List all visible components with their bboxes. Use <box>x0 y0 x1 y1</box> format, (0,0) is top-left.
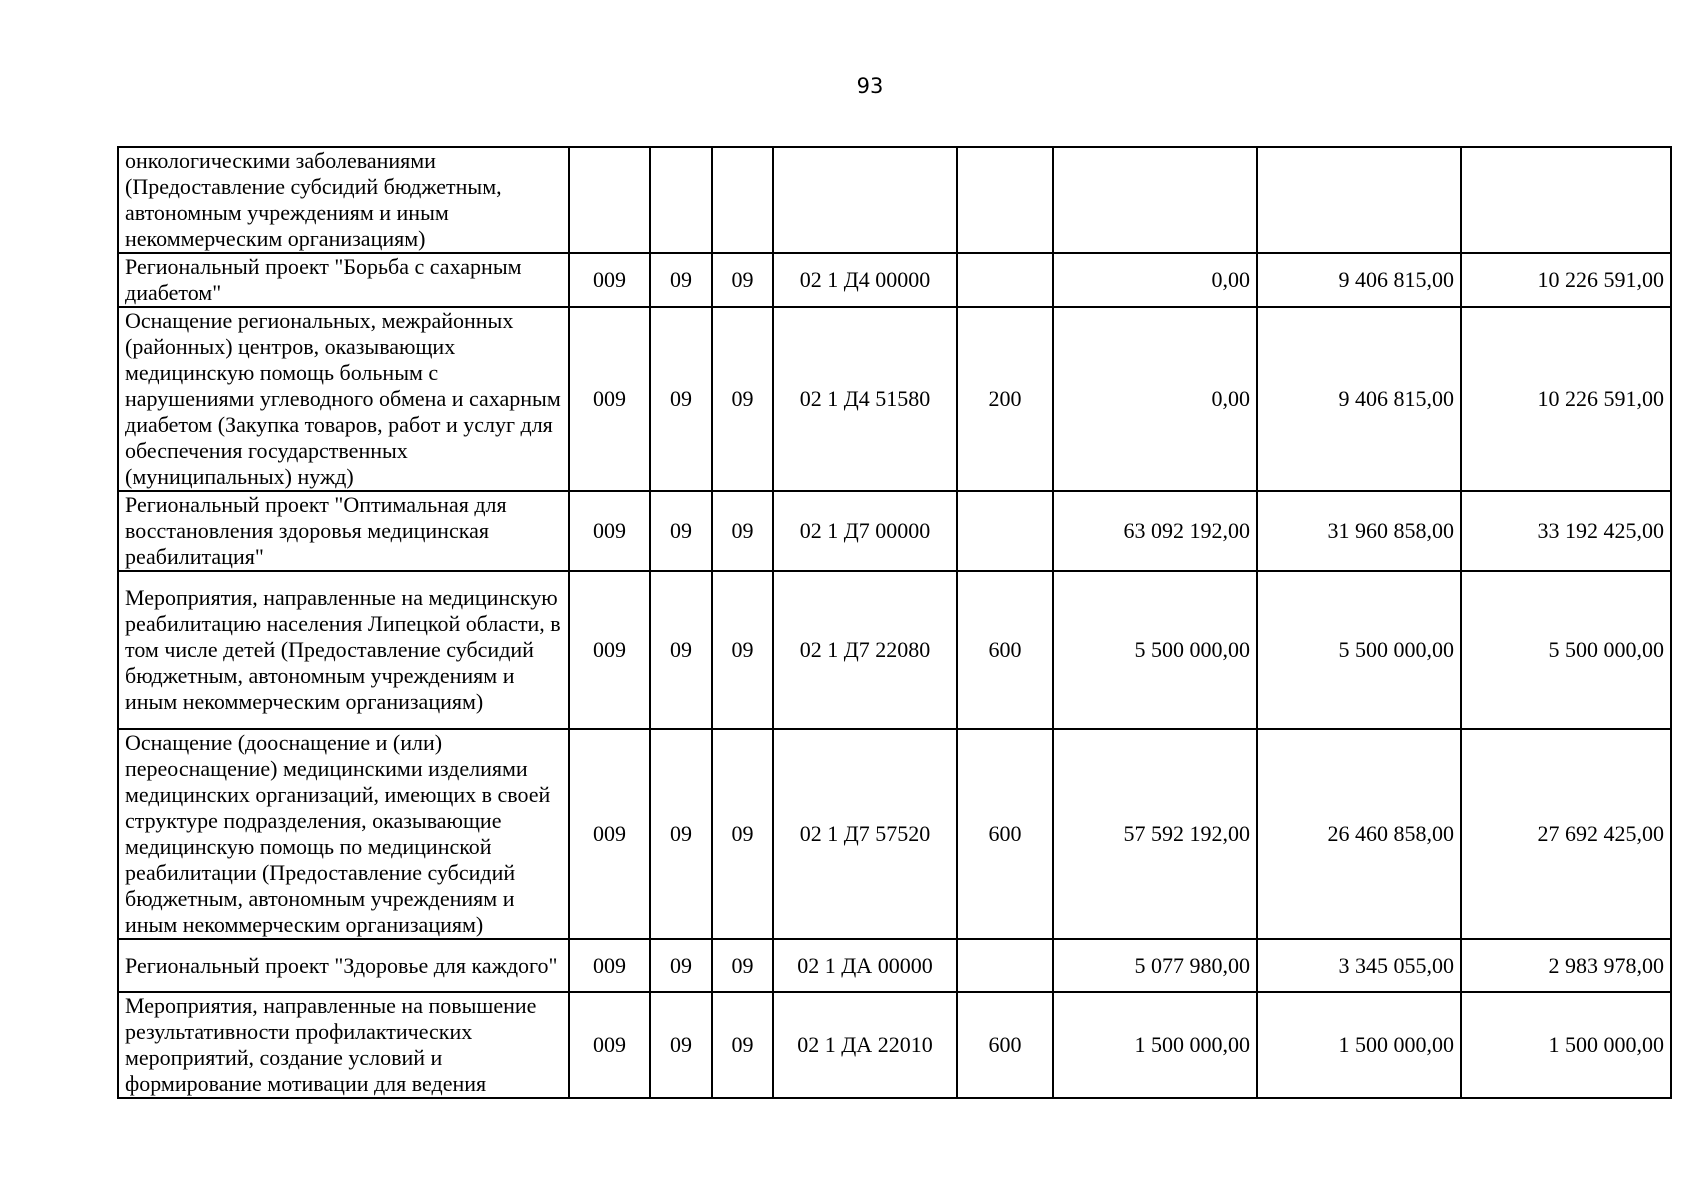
expense-type <box>957 253 1053 307</box>
section-code: 09 <box>650 491 712 571</box>
row-name: Оснащение региональных, межрайонных (районных) центров, оказывающих медицинскую помощь больным с нарушениями углеводного обмена и сахарным диабетом (Закупка товаров, работ и услуг для обеспечения государственных (муниципальных) нужд) <box>118 307 569 491</box>
amount-year-2: 9 406 815,00 <box>1257 253 1461 307</box>
target-article: 02 1 Д7 22080 <box>773 571 957 729</box>
admin-code: 009 <box>569 729 650 939</box>
amount-year-3: 27 692 425,00 <box>1461 729 1671 939</box>
table-row <box>118 491 1671 571</box>
admin-code: 009 <box>569 571 650 729</box>
section-code: 09 <box>650 253 712 307</box>
admin-code: 009 <box>569 307 650 491</box>
amount-year-3: 5 500 000,00 <box>1461 571 1671 729</box>
table-row <box>118 147 1671 253</box>
row-name: Оснащение (дооснащение и (или) переоснащение) медицинскими изделиями медицинских организаций, имеющих в своей структуре подразделения, оказывающие медицинскую помощь по медицинской реабилитации (Предоставление субсидий бюджетным, автономным учреждениям и иным некоммерческим организациям) <box>118 729 569 939</box>
section-code: 09 <box>650 571 712 729</box>
amount-year-1: 63 092 192,00 <box>1053 491 1257 571</box>
target-article: 02 1 Д7 00000 <box>773 491 957 571</box>
table-row <box>118 992 1671 1098</box>
expense-type: 200 <box>957 307 1053 491</box>
amount-year-3: 2 983 978,00 <box>1461 939 1671 992</box>
expense-type: 600 <box>957 571 1053 729</box>
admin-code <box>569 147 650 253</box>
amount-year-2 <box>1257 147 1461 253</box>
admin-code: 009 <box>569 253 650 307</box>
row-name: Мероприятия, направленные на медицинскую реабилитацию населения Липецкой области, в том числе детей (Предоставление субсидий бюджетным, автономным учреждениям и иным некоммерческим организациям) <box>118 571 569 729</box>
subsection-code: 09 <box>712 571 773 729</box>
subsection-code: 09 <box>712 729 773 939</box>
target-article <box>773 147 957 253</box>
target-article: 02 1 ДА 00000 <box>773 939 957 992</box>
amount-year-2: 9 406 815,00 <box>1257 307 1461 491</box>
row-name: Региональный проект "Оптимальная для восстановления здоровья медицинская реабилитация" <box>118 491 569 571</box>
subsection-code <box>712 147 773 253</box>
table-row <box>118 939 1671 992</box>
amount-year-1: 1 500 000,00 <box>1053 992 1257 1098</box>
amount-year-1 <box>1053 147 1257 253</box>
row-name: Мероприятия, направленные на повышение результативности профилактических мероприятий, создание условий и формирование мотивации для ведения <box>118 992 569 1098</box>
expense-type: 600 <box>957 729 1053 939</box>
subsection-code: 09 <box>712 939 773 992</box>
amount-year-2: 31 960 858,00 <box>1257 491 1461 571</box>
section-code: 09 <box>650 307 712 491</box>
row-name: Региональный проект "Здоровье для каждого" <box>118 939 569 992</box>
amount-year-1: 5 500 000,00 <box>1053 571 1257 729</box>
admin-code: 009 <box>569 939 650 992</box>
amount-year-2: 3 345 055,00 <box>1257 939 1461 992</box>
amount-year-3: 1 500 000,00 <box>1461 992 1671 1098</box>
section-code: 09 <box>650 992 712 1098</box>
section-code: 09 <box>650 729 712 939</box>
expense-type <box>957 939 1053 992</box>
amount-year-2: 26 460 858,00 <box>1257 729 1461 939</box>
expense-type <box>957 147 1053 253</box>
amount-year-3 <box>1461 147 1671 253</box>
expense-type: 600 <box>957 992 1053 1098</box>
subsection-code: 09 <box>712 307 773 491</box>
budget-table <box>117 146 1672 1099</box>
target-article: 02 1 Д4 51580 <box>773 307 957 491</box>
section-code: 09 <box>650 939 712 992</box>
admin-code: 009 <box>569 992 650 1098</box>
table-row <box>118 253 1671 307</box>
target-article: 02 1 Д7 57520 <box>773 729 957 939</box>
amount-year-3: 10 226 591,00 <box>1461 307 1671 491</box>
expense-type <box>957 491 1053 571</box>
section-code <box>650 147 712 253</box>
row-name: Региональный проект "Борьба с сахарным диабетом" <box>118 253 569 307</box>
amount-year-1: 5 077 980,00 <box>1053 939 1257 992</box>
admin-code: 009 <box>569 491 650 571</box>
amount-year-1: 0,00 <box>1053 253 1257 307</box>
subsection-code: 09 <box>712 253 773 307</box>
table-row <box>118 729 1671 939</box>
table-row <box>118 307 1671 491</box>
amount-year-2: 5 500 000,00 <box>1257 571 1461 729</box>
amount-year-3: 10 226 591,00 <box>1461 253 1671 307</box>
amount-year-3: 33 192 425,00 <box>1461 491 1671 571</box>
target-article: 02 1 ДА 22010 <box>773 992 957 1098</box>
amount-year-2: 1 500 000,00 <box>1257 992 1461 1098</box>
target-article: 02 1 Д4 00000 <box>773 253 957 307</box>
subsection-code: 09 <box>712 992 773 1098</box>
amount-year-1: 57 592 192,00 <box>1053 729 1257 939</box>
subsection-code: 09 <box>712 491 773 571</box>
row-name: онкологическими заболеваниями (Предоставление субсидий бюджетным, автономным учреждениям и иным некоммерческим организациям) <box>118 147 569 253</box>
amount-year-1: 0,00 <box>1053 307 1257 491</box>
page-number: 93 <box>856 74 884 98</box>
table-row <box>118 571 1671 729</box>
